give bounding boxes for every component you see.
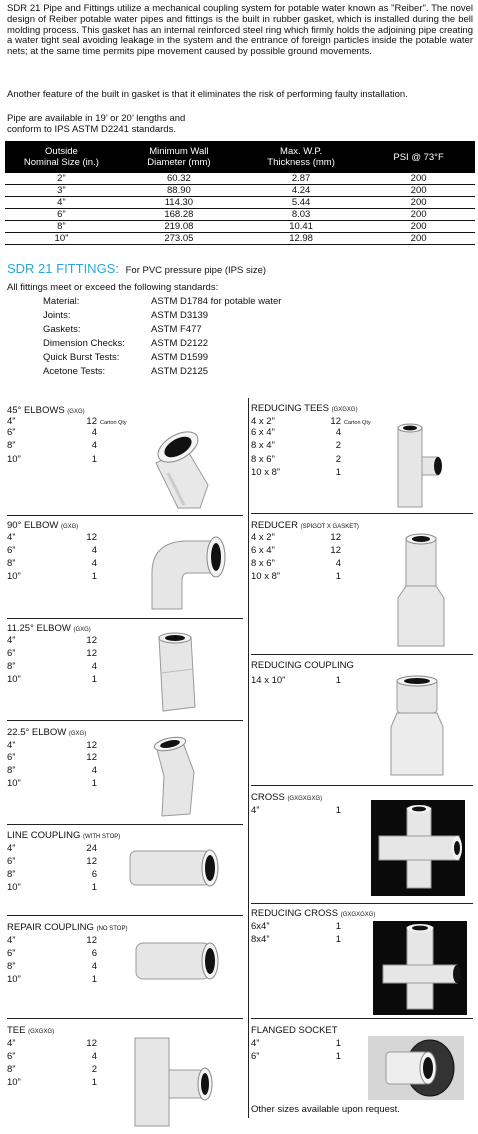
list-item: 6 x 4” 4 — [251, 427, 341, 438]
section-title-reducing-coupling: REDUCING COUPLING — [251, 660, 354, 671]
standard-row: Quick Burst Tests: ASTM D1599 — [43, 352, 209, 363]
list-item: 10” 1 — [7, 778, 97, 789]
list-item: 8 x 6” 4 — [251, 558, 341, 569]
section-title-90-elbow: 90° ELBOW (GXG) — [7, 520, 79, 531]
fittings-heading — [7, 261, 267, 277]
list-item: 4” 12 — [7, 532, 97, 543]
list-item: 10 x 8” 1 — [251, 571, 341, 582]
section-title-line-coupling: LINE COUPLING (WITH STOP) — [7, 830, 121, 841]
section-divider — [251, 1018, 473, 1019]
flanged-socket-photo — [368, 1036, 464, 1100]
list-item: 8” 6 — [7, 869, 97, 880]
section-divider — [251, 785, 473, 786]
list-item: 8 x 6” 2 — [251, 454, 341, 465]
table-header-row — [5, 141, 475, 173]
section-title-reducing-cross: REDUCING CROSS (GXGXGXG) — [251, 908, 376, 919]
list-item: 8 x 4” 2 — [251, 440, 341, 451]
list-item: 4 x 2” 12 — [251, 532, 341, 543]
section-title-reducing-tees: REDUCING TEES (GXGXG) — [251, 403, 358, 414]
list-item: 8” 4 — [7, 961, 97, 972]
section-divider — [7, 720, 243, 721]
header-max-wp: Max. W.P. Thickness (mm) — [267, 146, 335, 168]
section-divider — [7, 1018, 243, 1019]
section-title-tee: TEE (GXGXG) — [7, 1025, 55, 1036]
section-divider — [251, 513, 473, 514]
gasket-feature-paragraph: Another feature of the built in gasket is that it eliminates the risk of performing faulty installation. — [7, 89, 408, 100]
footer-note: Other sizes available upon request. — [251, 1104, 400, 1115]
list-item: 4” 12 — [7, 935, 97, 946]
reducing-tee-photo — [388, 421, 448, 511]
standard-row: Joints: ASTM D3139 — [43, 310, 209, 321]
carton-qty-label: Carton Qty — [344, 420, 371, 426]
list-item: 6” 4 — [7, 1051, 97, 1062]
column-divider — [248, 398, 249, 1118]
table-row: 6” 168.28 8.03 200 — [5, 209, 475, 221]
list-item: 8” 4 — [7, 765, 97, 776]
list-item: 4” 1 — [251, 805, 341, 816]
line-coupling-photo — [122, 845, 220, 891]
fittings-subtitle: For PVC pressure pipe (IPS size) — [125, 265, 267, 276]
carton-qty-label: Carton Qty — [100, 420, 127, 426]
list-item: 10 x 8” 1 — [251, 467, 341, 478]
standard-row: Material: ASTM D1784 for potable water — [43, 296, 282, 307]
list-item: 10” 1 — [7, 974, 97, 985]
standard-row: Gaskets: ASTM F477 — [43, 324, 202, 335]
reducing-coupling-photo — [385, 675, 449, 781]
repair-coupling-photo — [128, 937, 220, 985]
list-item: 6” 6 — [7, 948, 97, 959]
section-title-11-25-elbow: 11.25° ELBOW (GXG) — [7, 623, 91, 634]
availability-line: conform to IPS ASTM D2241 standards. — [7, 123, 176, 135]
table-row: 3” 88.90 4.24 200 — [5, 185, 475, 197]
list-item: 6” 12 — [7, 856, 97, 867]
list-item: 6” 12 — [7, 752, 97, 763]
list-item: 6” 12 — [7, 648, 97, 659]
list-item: 8” 4 — [7, 440, 97, 451]
elbow-90-photo — [138, 523, 230, 611]
section-divider — [7, 515, 243, 516]
list-item: 4” 24 — [7, 843, 97, 854]
list-item: 10” 1 — [7, 882, 97, 893]
availability-line: Pipe are available in 19’ or 20’ lengths and — [7, 113, 186, 124]
elbow-22-5-photo — [138, 732, 210, 820]
header-nominal-size: Outside Nominal Size (in.) — [23, 146, 99, 168]
reducer-photo — [392, 530, 450, 650]
list-item: 4” 12 — [7, 635, 97, 646]
section-divider — [7, 915, 243, 916]
list-item: 14 x 10” 1 — [251, 675, 341, 686]
section-title-repair-coupling: REPAIR COUPLING (NO STOP) — [7, 922, 128, 933]
list-item: 10” 1 — [7, 1077, 97, 1088]
table-row: 4” 114.30 5.44 200 — [5, 197, 475, 209]
reducing-cross-photo — [373, 921, 467, 1015]
section-divider — [7, 824, 243, 825]
elbow-45-photo — [138, 423, 216, 511]
list-item: 4 x 2” 12 Carton Qty — [251, 416, 371, 427]
list-item: 10” 1 — [7, 674, 97, 685]
fittings-title: SDR 21 FITTINGS: — [7, 261, 119, 276]
intro-paragraph: SDR 21 Pipe and Fittings utilize a mechanical coupling system for potable water known as "Reiber". The novel design of Reiber potable water pipes and fittings is the built in rubber gasket, which is installed during the bell molding process. This gasket has an internal reinforced steel ring which firmly holds the adjoining pipe creating a water tight seal avoiding leakage in the system and the entrance of foreign particles inside the potable water nets; at the same time permits pipe movement caused by possible ground movements. — [7, 3, 473, 58]
list-item: 10” 1 — [7, 454, 97, 465]
list-item: 4” 12 Carton Qty — [7, 416, 127, 427]
list-item: 4” 12 — [7, 1038, 97, 1049]
list-item: 6” 4 — [7, 427, 97, 438]
pipe-spec-table — [5, 141, 475, 245]
section-divider — [251, 654, 473, 655]
section-title-cross: CROSS (GXGXGXG) — [251, 792, 323, 803]
list-item: 8x4” 1 — [251, 934, 341, 945]
section-title-22-5-elbow: 22.5° ELBOW (GXG) — [7, 727, 87, 738]
list-item: 8” 2 — [7, 1064, 97, 1075]
table-row: 8” 219.08 10.41 200 — [5, 221, 475, 233]
tee-photo — [125, 1026, 220, 1130]
availability-note — [7, 114, 307, 136]
section-title-reducer: REDUCER (SPIGOT X GASKET) — [251, 520, 359, 531]
list-item: 4” 12 — [7, 740, 97, 751]
section-title-45-elbows: 45° ELBOWS (GXG) — [7, 405, 85, 416]
header-min-wall: Minimum Wall Diameter (mm) — [147, 146, 211, 168]
list-item: 6x4” 1 — [251, 921, 341, 932]
table-row: 10” 273.05 12.98 200 — [54, 233, 427, 244]
cross-photo — [371, 800, 465, 896]
table-row: 2” 60.32 2.87 200 — [5, 173, 475, 185]
list-item: 8” 4 — [7, 661, 97, 672]
section-title-flanged-socket: FLANGED SOCKET — [251, 1025, 338, 1036]
list-item: 6” 1 — [251, 1051, 341, 1062]
list-item: 6” 4 — [7, 545, 97, 556]
standard-row: Dimension Checks: ASTM D2122 — [43, 338, 209, 349]
standard-row: Acetone Tests: ASTM D2125 — [43, 366, 209, 377]
header-psi: PSI @ 73°F — [393, 151, 444, 163]
section-divider — [251, 903, 473, 904]
section-divider — [7, 618, 243, 619]
list-item: 10” 1 — [7, 571, 97, 582]
list-item: 4” 1 — [251, 1038, 341, 1049]
standards-intro: All fittings meet or exceed the following standards: — [7, 282, 219, 293]
list-item: 8” 4 — [7, 558, 97, 569]
elbow-11-25-photo — [143, 627, 213, 715]
list-item: 6 x 4” 12 — [251, 545, 341, 556]
